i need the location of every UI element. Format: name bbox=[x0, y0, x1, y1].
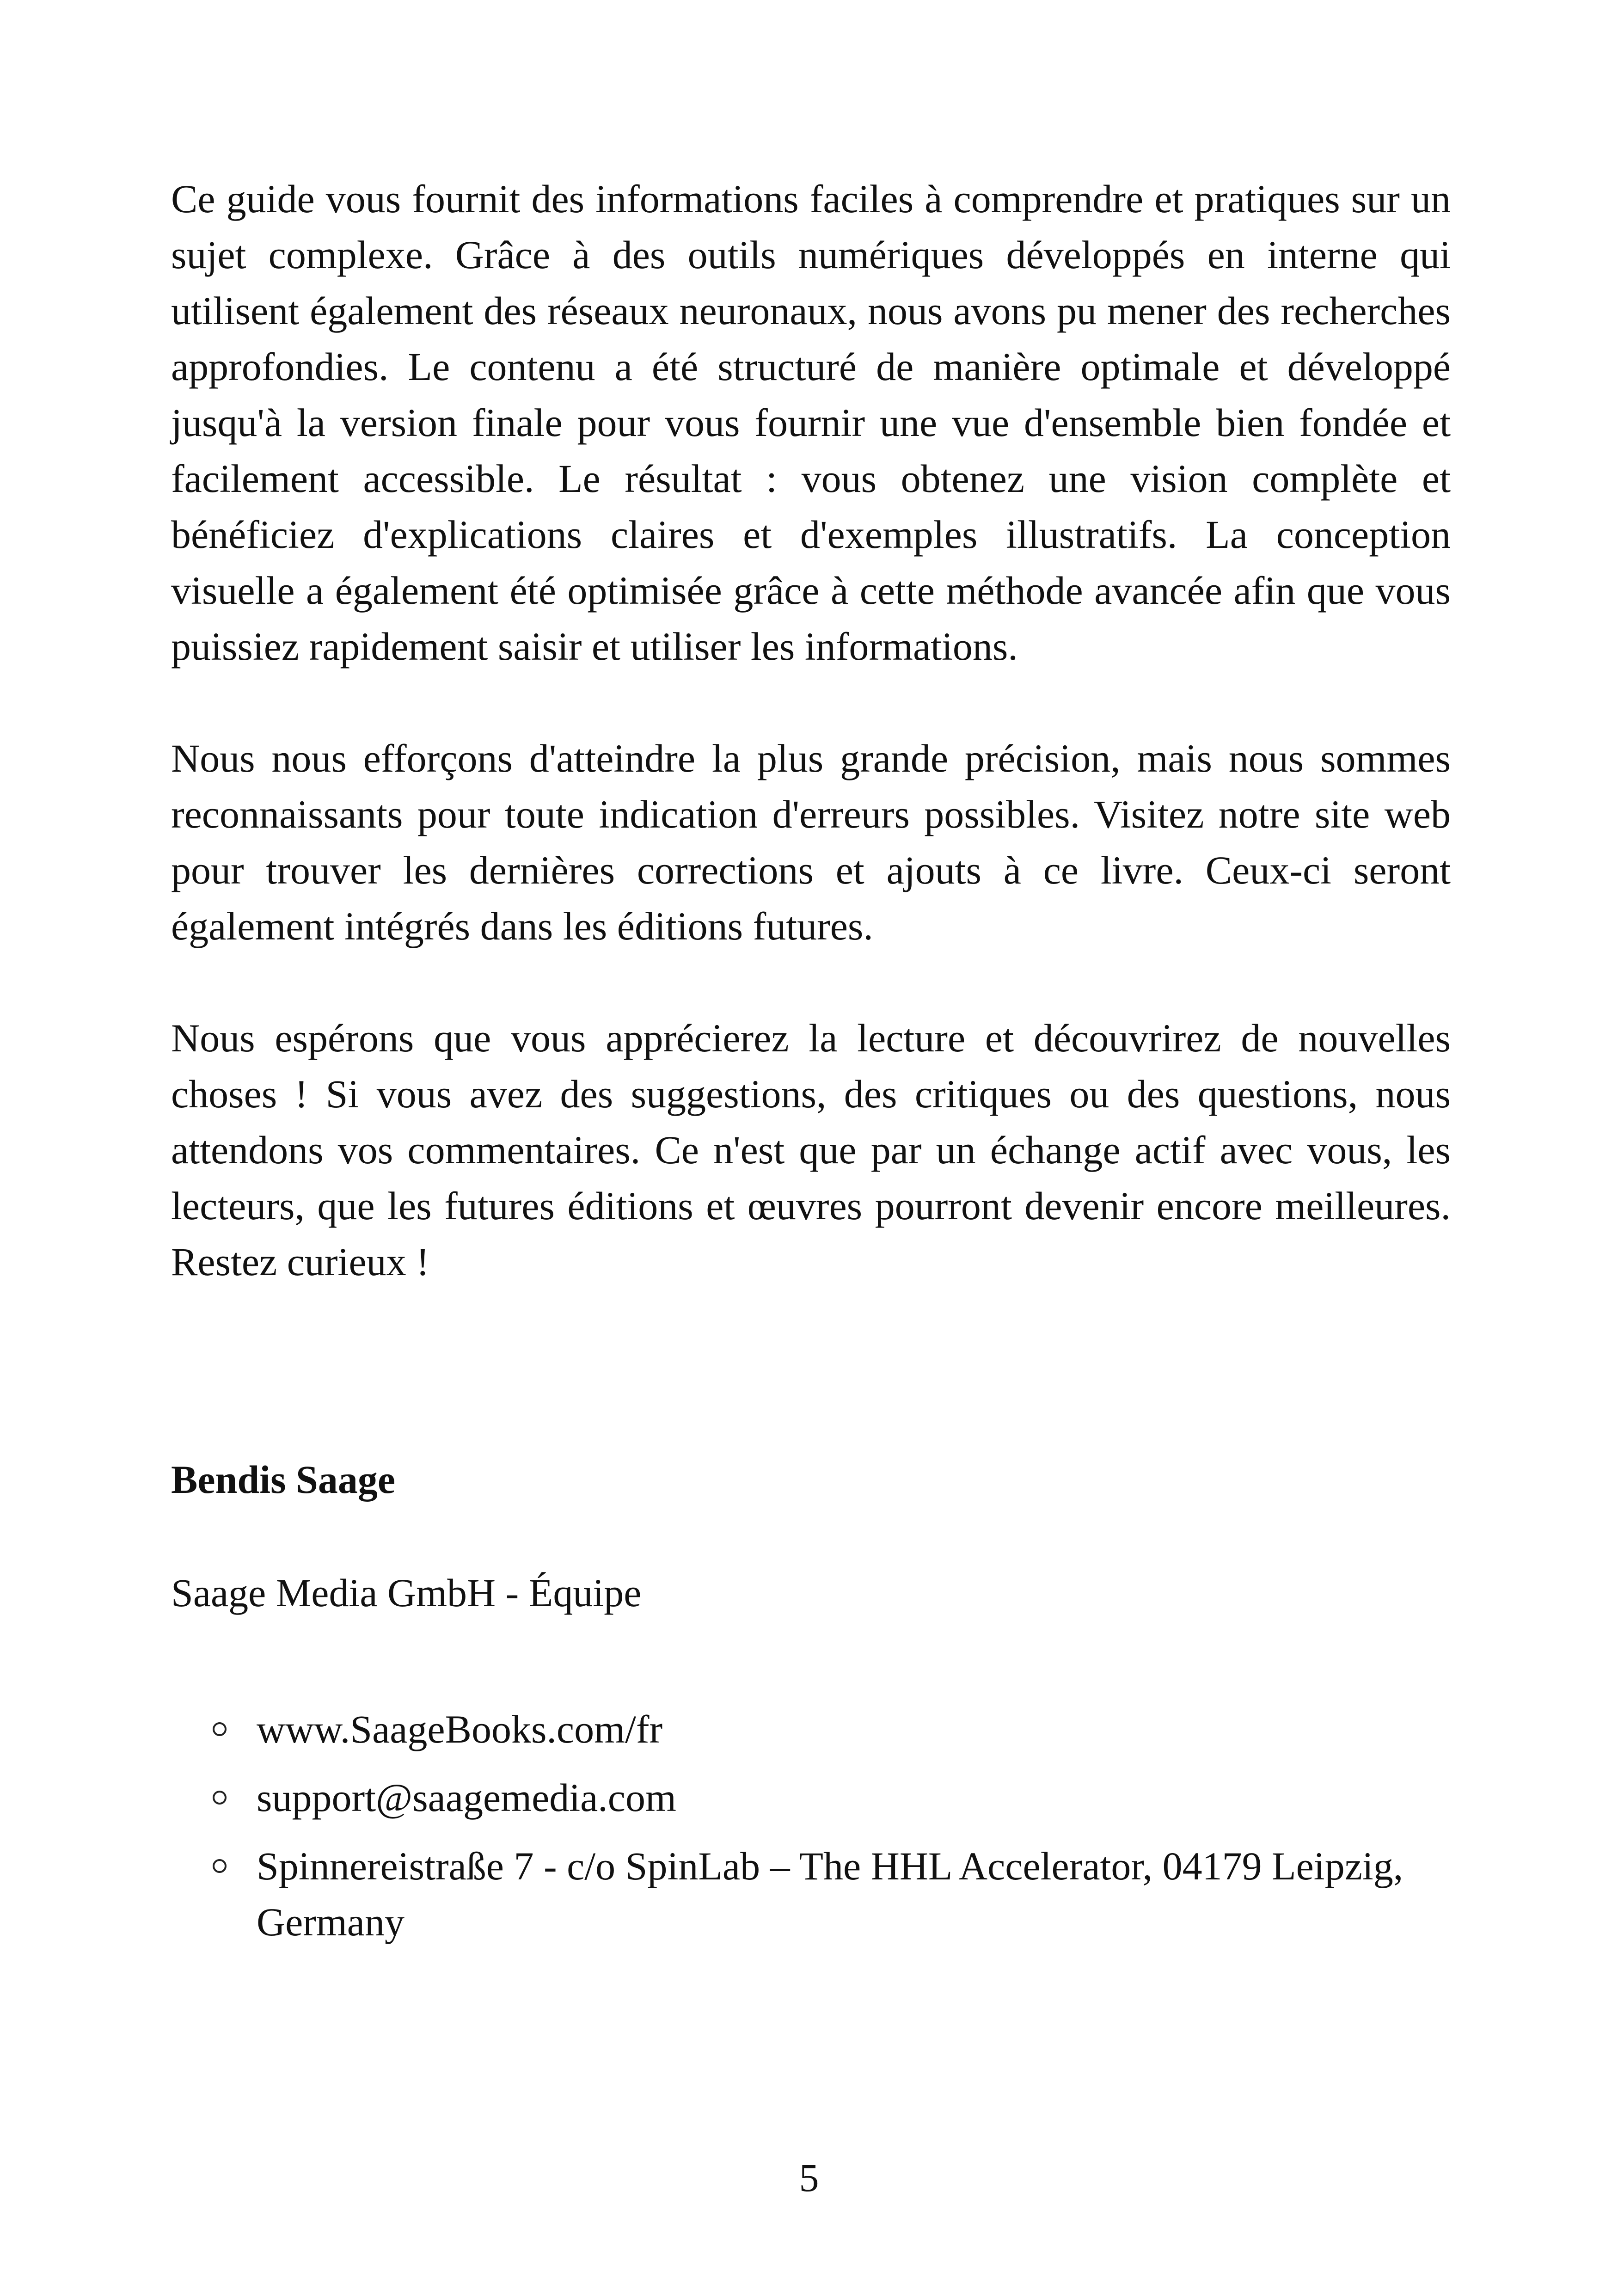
team-name: Saage Media GmbH - Équipe bbox=[171, 1571, 642, 1615]
contact-website[interactable] bbox=[213, 1701, 1415, 1757]
page-number: 5 bbox=[799, 2155, 819, 2200]
circle-bullet-icon bbox=[213, 1722, 227, 1736]
contact-address bbox=[213, 1838, 1415, 1950]
contact-address-text: Spinnereistraße 7 - c/o SpinLab – The HHL Accelerator, 04179 Leipzig, Germany bbox=[257, 1844, 1403, 1944]
contact-email[interactable] bbox=[213, 1770, 1415, 1826]
contact-list bbox=[213, 1701, 1415, 1963]
paragraph-feedback: Nous espérons que vous apprécierez la lecture et découvrirez de nouvelles choses ! Si vous avez des suggestions, des critiques ou des questions, nous attendons vos commentaires. Ce n'est que par un échange actif avec vous, les lecteurs, que les futures éditions et œuvres pourront devenir encore meilleures. Restez curieux ! bbox=[171, 1016, 1451, 1284]
author-name: Bendis Saage bbox=[171, 1457, 396, 1502]
circle-bullet-icon bbox=[213, 1791, 227, 1805]
body-text bbox=[171, 171, 1451, 1290]
circle-bullet-icon bbox=[213, 1859, 227, 1873]
paragraph-intro: Ce guide vous fournit des informations faciles à comprendre et pratiques sur un sujet complexe. Grâce à des outils numériques développés en interne qui utilisent également des réseaux neuronaux, nous avons pu mener des recherches approfondies. Le contenu a été structuré de manière optimale et développé jusqu'à la version finale pour vous fournir une vue d'ensemble bien fondée et facilement accessible. Le résultat : vous obtenez une vision complète et bénéficiez d'explications claires et d'exemples illustratifs. La conception visuelle a également été optimisée grâce à cette méthode avancée afin que vous puissiez rapidement saisir et utiliser les informations. bbox=[171, 177, 1451, 669]
contact-website-text: www.SaageBooks.com/fr bbox=[257, 1707, 663, 1751]
paragraph-accuracy: Nous nous efforçons d'atteindre la plus grande précision, mais nous sommes reconnaissants pour toute indication d'erreurs possibles. Visitez notre site web pour trouver les dernières corrections et ajouts à ce livre. Ceux-ci seront également intégrés dans les éditions futures. bbox=[171, 736, 1451, 948]
contact-email-text: support@saagemedia.com bbox=[257, 1775, 676, 1820]
